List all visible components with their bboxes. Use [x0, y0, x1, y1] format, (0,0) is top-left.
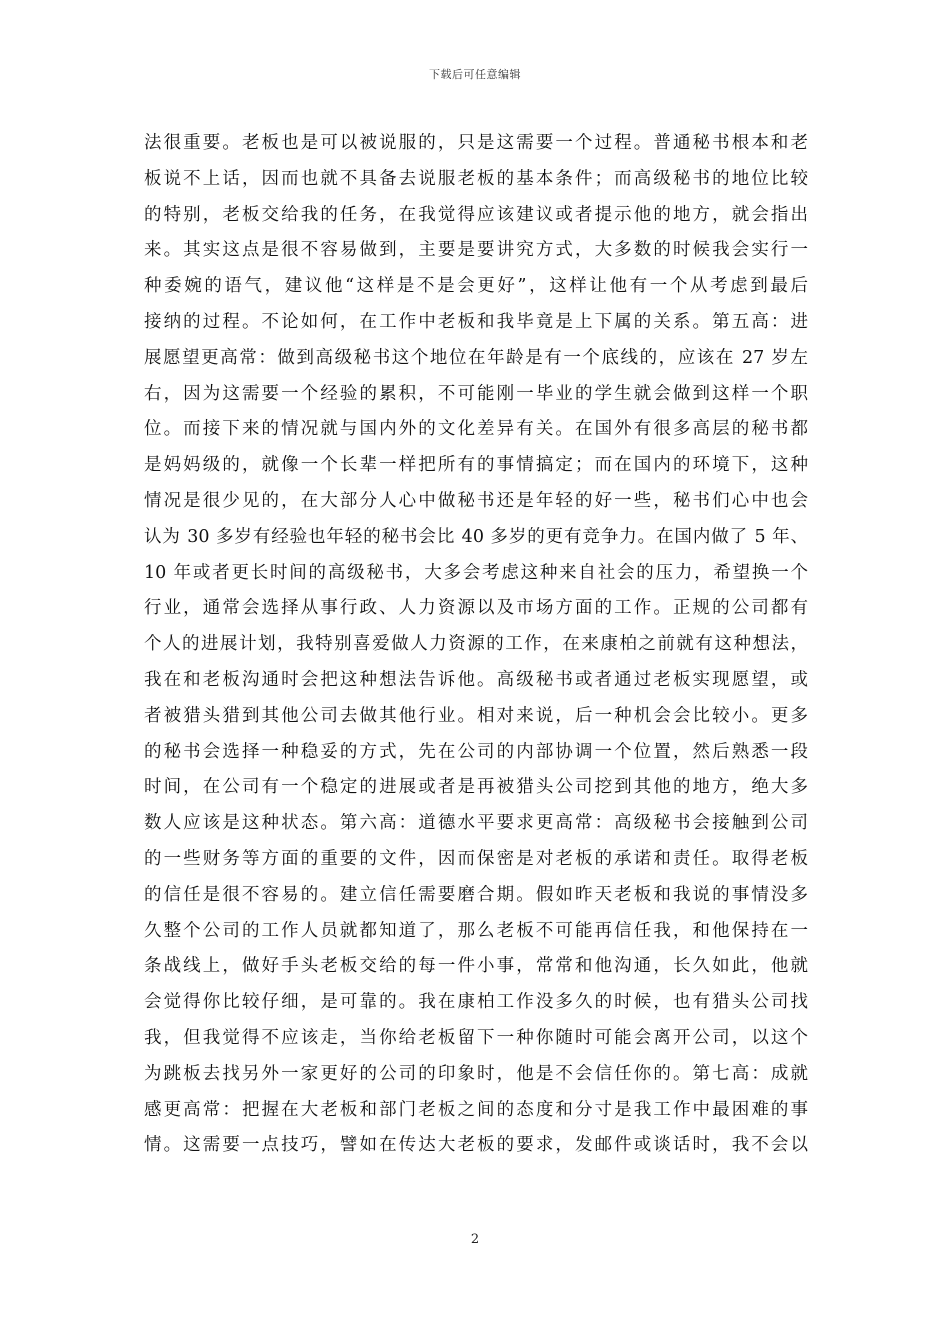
- text-line: 的一些财务等方面的重要的文件，因而保密是对老板的承诺和责任。取得老板: [144, 848, 808, 869]
- page-header: 下载后可任意编辑: [429, 68, 521, 81]
- text-line: 条战线上，做好手头老板交给的每一件小事，常常和他沟通，长久如此，他就: [144, 956, 808, 977]
- text-line: 10 年或者更长时间的高级秘书，大多会考虑这种来自社会的压力，希望换一个: [144, 562, 808, 583]
- text-line: 我在和老板沟通时会把这种想法告诉他。高级秘书或者通过老板实现愿望，或: [144, 669, 808, 690]
- text-line: 认为 30 多岁有经验也年轻的秘书会比 40 多岁的更有竞争力。在国内做了 5 年、: [144, 526, 808, 547]
- text-line: 法很重要。老板也是可以被说服的，只是这需要一个过程。普通秘书根本和老: [144, 133, 808, 153]
- text-line: 板说不上话，因而也就不具备去说服老板的基本条件；而高级秘书的地位比较: [144, 168, 808, 189]
- text-line: 个人的进展计划，我特别喜爱做人力资源的工作，在来康柏之前就有这种想法，: [144, 634, 808, 655]
- text-line: 感更高常：把握在大老板和部门老板之间的态度和分寸是我工作中最困难的事: [144, 1099, 808, 1120]
- body-text: [144, 126, 808, 1164]
- text-line: 者被猎头猎到其他公司去做其他行业。相对来说，后一种机会会比较小。更多: [144, 705, 808, 726]
- text-line: 会觉得你比较仔细，是可靠的。我在康柏工作没多久的时候，也有猎头公司找: [144, 992, 808, 1013]
- text-line: 来。其实这点是很不容易做到，主要是要讲究方式，大多数的时候我会实行一: [144, 240, 808, 261]
- text-line: 右，因为这需要一个经验的累积，不可能刚一毕业的学生就会做到这样一个职: [144, 383, 808, 404]
- text-line: 情况是很少见的，在大部分人心中做秘书还是年轻的好一些，秘书们心中也会: [144, 490, 808, 511]
- text-line: 行业，通常会选择从事行政、人力资源以及市场方面的工作。正规的公司都有: [144, 598, 808, 619]
- text-line: 为跳板去找另外一家更好的公司的印象时，他是不会信任你的。第七高：成就: [144, 1063, 808, 1084]
- text-line: 是妈妈级的，就像一个长辈一样把所有的事情搞定；而在国内的环境下，这种: [144, 455, 808, 476]
- text-line: 的特别，老板交给我的任务，在我觉得应该建议或者提示他的地方，就会指出: [144, 204, 808, 225]
- text-line: 久整个公司的工作人员就都知道了，那么老板不可能再信任我，和他保持在一: [144, 920, 808, 941]
- text-line: 种委婉的语气，建议他“这样是不是会更好”，这样让他有一个从考虑到最后: [144, 276, 808, 297]
- text-line: 接纳的过程。不论如何，在工作中老板和我毕竟是上下属的关系。第五高：进: [144, 311, 808, 332]
- page-number: 2: [470, 1232, 480, 1247]
- text-line: 我，但我觉得不应该走，当你给老板留下一种你随时可能会离开公司，以这个: [144, 1027, 808, 1048]
- text-line: 情。这需要一点技巧，譬如在传达大老板的要求，发邮件或谈话时，我不会以: [144, 1135, 808, 1156]
- text-line: 数人应该是这种状态。第六高：道德水平要求更高常：高级秘书会接触到公司: [144, 813, 808, 834]
- text-line: 的信任是很不容易的。建立信任需要磨合期。假如昨天老板和我说的事情没多: [144, 884, 808, 905]
- text-line: 时间，在公司有一个稳定的进展或者是再被猎头公司挖到其他的地方，绝大多: [144, 777, 808, 798]
- text-line: 展愿望更高常：做到高级秘书这个地位在年龄是有一个底线的，应该在 27 岁左: [144, 347, 808, 368]
- text-line: 位。而接下来的情况就与国内外的文化差异有关。在国外有很多高层的秘书都: [144, 419, 808, 440]
- text-line: 的秘书会选择一种稳妥的方式，先在公司的内部协调一个位置，然后熟悉一段: [144, 741, 808, 762]
